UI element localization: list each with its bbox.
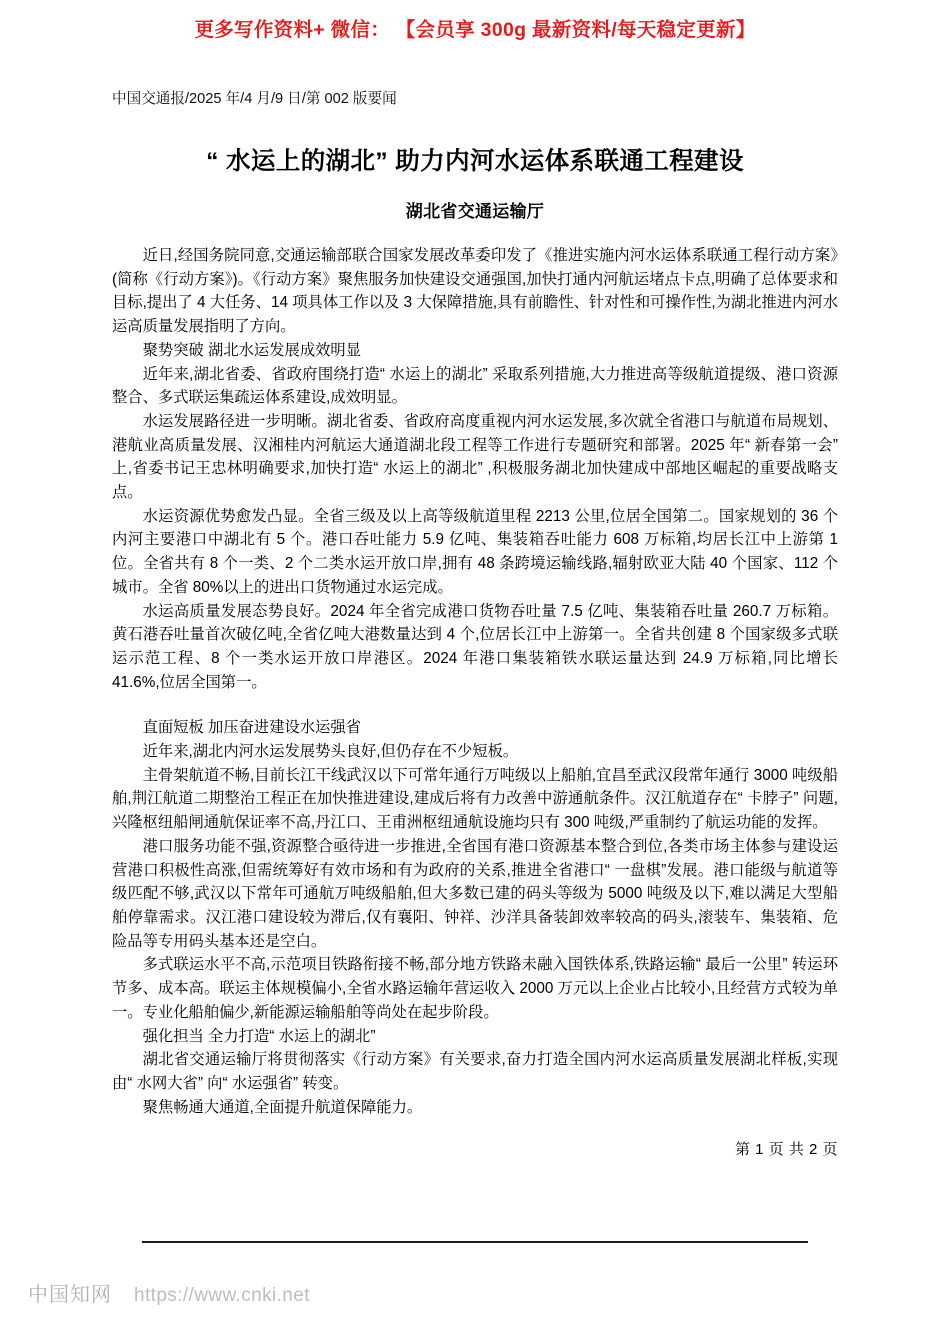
watermark-name: 中国知网 xyxy=(28,1284,112,1306)
section-subheading: 聚势突破 湖北水运发展成效明显 xyxy=(142,341,362,359)
page-number: 第 1 页 共 2 页 xyxy=(734,1141,838,1158)
paragraph: 水运高质量发展态势良好。2024 年全省完成港口货物吞吐量 7.5 亿吨、集装箱吞吐量 260.7 万标箱。黄石港吞吐量首次破亿吨,全省亿吨大港数量达到 4 个,位居长江中上游第一。全省共创建 8 个国家级多式联运示范工程、8 个一类水运开放口岸港区。2024 年港口集装箱铁水联运量达到 24.9 万标箱,同比增长 41.6%,位居全国第一。 xyxy=(112,602,838,691)
section-subheading: 强化担当 全力打造“ 水运上的湖北” xyxy=(142,1027,376,1045)
paragraph: 水运发展路径进一步明晰。湖北省委、省政府高度重视内河水运发展,多次就全省港口与航道布局规划、港航业高质量发展、汉湘桂内河航运大通道湖北段工程等工作进行专题研究和部署。2025 年“ 新春第一会” 上,省委书记王忠林明确要求,加快打造“ 水运上的湖北” ,积极服务湖北加快建成中部地区崛起的重要战略支点。 xyxy=(112,412,838,502)
paragraph: 水运资源优势愈发凸显。全省三级及以上高等级航道里程 2213 公里,位居全国第二。国家规划的 36 个内河主要港口中湖北有 5 个。港口吞吐能力 5.9 亿吨、集装箱吞吐能力 608 万标箱,均居长江中上游第 1 位。全省共有 8 个一类、2 个二类水运开放口岸,拥有 48 条跨境运输线路,辐射欧亚大陆 40 个国家、112 个城市。全省 80%以上的进出口货物通过水运完成。 xyxy=(112,507,838,596)
paragraph: 湖北省交通运输厅将贯彻落实《行动方案》有关要求,奋力打造全国内河水运高质量发展湖北样板,实现由“ 水网大省” 向“ 水运强省” 转变。 xyxy=(112,1051,838,1092)
paragraph: 多式联运水平不高,示范项目铁路衔接不畅,部分地方铁路未融入国铁体系,铁路运输“ 最后一公里” 转运环节多、成本高。联运主体规模偏小,全省水路运输年营运收入 2000 万元以上企业占比较小,且经营方式较为单一。专业化船舶偏少,新能源运输船舶等尚处在起步阶段。 xyxy=(112,956,838,1021)
footer-divider xyxy=(142,1241,808,1243)
paragraph: 近日,经国务院同意,交通运输部联合国家发展改革委印发了《推进实施内河水运体系联通工程行动方案》(简称《行动方案》)。《行动方案》聚焦服务加快建设交通强国,加快打通内河航运堵点卡点,明确了总体要求和目标,提出了 4 大任务、14 项具体工作以及 3 大保障措施,具有前瞻性、针对性和可操作性,为湖北推进内河水运高质量发展指明了方向。 xyxy=(112,247,838,336)
cnki-watermark xyxy=(28,1278,310,1307)
watermark-url: https://www.cnki.net xyxy=(134,1285,310,1306)
page-title: “ 水运上的湖北” 助力内河水运体系联通工程建设 xyxy=(206,148,744,175)
paragraph: 近年来,湖北省委、省政府围绕打造“ 水运上的湖北” 采取系列措施,大力推进高等级航道提级、港口资源整合、多式联运集疏运体系建设,成效明显。 xyxy=(112,365,838,407)
section-subheading: 直面短板 加压奋进建设水运强省 xyxy=(142,719,362,737)
promo-banner-text: 更多写作资料+ 微信： 【会员享 300g 最新资料/每天稳定更新】 xyxy=(194,19,756,41)
document-content xyxy=(112,88,838,1119)
source-citation: 中国交通报/2025 年/4 月/9 日/第 002 版要闻 xyxy=(112,91,397,107)
paragraph: 聚焦畅通大通道,全面提升航道保障能力。 xyxy=(142,1098,423,1116)
article-body xyxy=(112,244,838,1119)
paragraph: 主骨架航道不畅,目前长江干线武汉以下可常年通行万吨级以上船舶,宜昌至武汉段常年通行 3000 吨级船舶,荆江航道二期整治工程正在加快推进建设,建成后将有力改善中游通航条件。汉江航道存在“ 卡脖子” 问题,兴隆枢纽船闸通航保证率不高,丹江口、王甫洲枢纽通航设施均只有 300 吨级,严重制约了航运功能的发挥。 xyxy=(112,766,838,832)
paragraph: 港口服务功能不强,资源整合亟待进一步推进,全省国有港口资源基本整合到位,各类市场主体参与建设运营港口积极性高涨,但需统筹好有效市场和有为政府的关系,推进全省港口“ 一盘棋”发展。港口能级与航道等级匹配不够,武汉以下常年可通航万吨级船舶,但大多数已建的码头等级为 5000 吨级及以下,难以满足大型船舶停靠需求。汉江港口建设较为滞后,仅有襄阳、钟祥、沙洋具备装卸效率较高的码头,滚装车、集装箱、危险品等专用码头基本还是空白。 xyxy=(112,837,838,950)
document-author: 湖北省交通运输厅 xyxy=(405,202,545,221)
paragraph: 近年来,湖北内河水运发展势头良好,但仍存在不少短板。 xyxy=(142,743,519,761)
